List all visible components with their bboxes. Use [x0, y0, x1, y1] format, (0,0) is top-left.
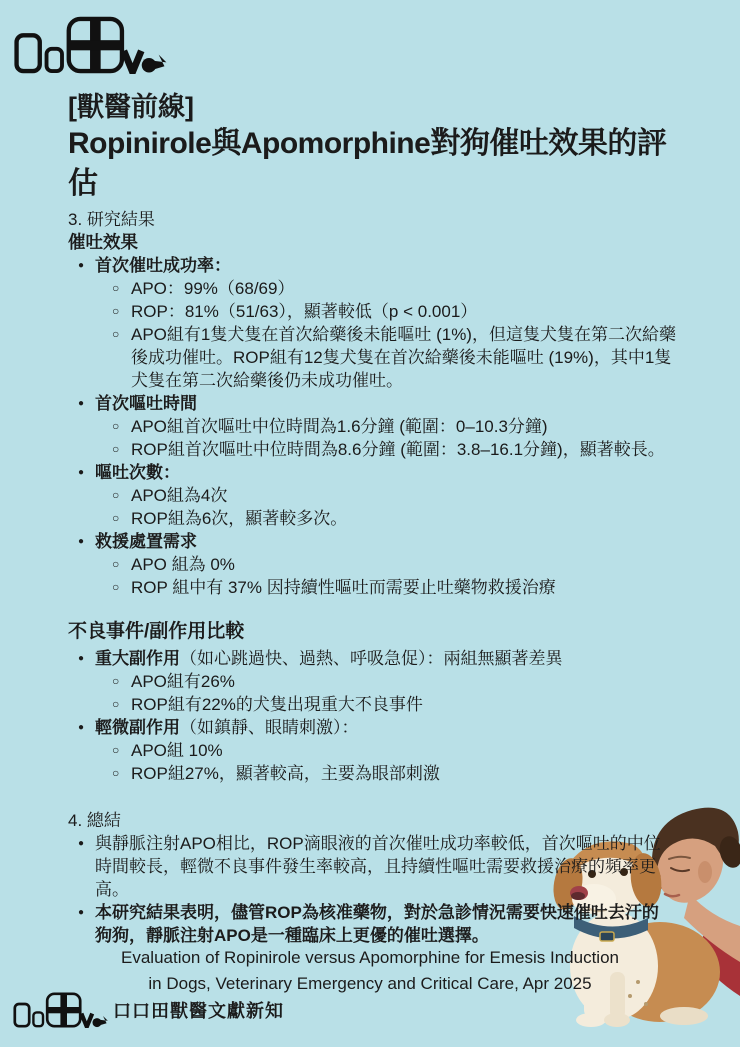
footer-brand — [13, 992, 284, 1028]
bullet-label: 嘔吐次數： — [95, 463, 180, 482]
list-subitem — [68, 693, 680, 716]
results-list — [68, 254, 680, 599]
page-title: Ropinirole與Apomorphine對狗催吐效果的評估 — [68, 127, 667, 200]
list-subitem — [68, 300, 680, 323]
bullet-text: （如心跳過快、過熱、呼吸急促）：兩組無顯著差異 — [180, 649, 563, 668]
list-subitem — [68, 670, 680, 693]
list-subitem — [68, 438, 680, 461]
list-subitem — [68, 553, 680, 576]
subitem-text: ROP：81%（51/63），顯著較低（p < 0.001） — [131, 302, 478, 321]
circle-bullet-icon — [112, 553, 131, 576]
circle-bullet-icon — [112, 739, 131, 762]
list-item — [68, 254, 680, 277]
subitem-text: APO組為4次 — [131, 486, 228, 505]
subitem-text: ROP組為6次，顯著較多次。 — [131, 509, 348, 528]
circle-bullet-icon — [112, 670, 131, 693]
citation-line-2: in Dogs, Veterinary Emergency and Critical Care, Apr 2025 — [148, 974, 592, 993]
list-subitem — [68, 484, 680, 507]
bullet-icon — [78, 254, 95, 277]
bullet-icon — [78, 901, 95, 947]
bullet-text: （如鎮靜、眼睛刺激）： — [180, 718, 359, 737]
list-item — [68, 647, 680, 670]
list-subitem — [68, 762, 680, 785]
circle-bullet-icon — [112, 507, 131, 530]
clinic-logo-small-icon — [13, 992, 109, 1028]
circle-bullet-icon — [112, 300, 131, 323]
list-item — [68, 530, 680, 553]
bullet-label: 救援處置需求 — [95, 532, 197, 551]
adverse-list — [68, 647, 680, 785]
citation-line-1: Evaluation of Ropinirole versus Apomorphine for Emesis Induction — [121, 948, 619, 967]
citation — [0, 945, 740, 997]
circle-bullet-icon — [112, 484, 131, 507]
logo-v-glyph — [124, 51, 141, 72]
subitem-text: APO 組為 0% — [131, 555, 235, 574]
subitem-text: ROP組首次嘔吐中位時間為8.6分鐘 (範圍：3.8–16.1分鐘)，顯著較長。 — [131, 440, 665, 459]
subitem-text: ROP組有22%的犬隻出現重大不良事件 — [131, 695, 423, 714]
bullet-icon — [78, 647, 95, 670]
bullet-label: 首次催吐成功率： — [95, 256, 231, 275]
adverse-heading: 不良事件/副作用比較 — [68, 621, 245, 642]
list-subitem — [68, 323, 680, 392]
logo-tall-box — [17, 35, 40, 71]
subitem-text: APO：99%（68/69） — [131, 279, 295, 298]
logo-cross-horizontal — [69, 40, 122, 50]
subitem-text: APO組有26% — [131, 672, 235, 691]
subitem-text: APO組 10% — [131, 741, 223, 760]
list-item — [68, 832, 680, 901]
circle-bullet-icon — [112, 277, 131, 300]
list-item — [68, 901, 680, 947]
bullet-label: 輕微副作用 — [95, 718, 180, 737]
logo-small-box — [47, 49, 62, 71]
circle-bullet-icon — [112, 415, 131, 438]
list-item — [68, 392, 680, 415]
list-subitem — [68, 739, 680, 762]
list-item — [68, 461, 680, 484]
footer-brand-text: 口口田獸醫文獻新知 — [113, 1001, 284, 1021]
brand-kicker: [獸醫前線] — [68, 92, 194, 122]
list-item — [68, 716, 680, 739]
summary-text: 與靜脈注射APO相比，ROP滴眼液的首次催吐成功率較低，首次嘔吐的中位時間較長，輕微不良事件發生率較高，且持續性嘔吐需要救援治療的頻率更高。 — [95, 834, 661, 899]
subitem-text: APO組首次嘔吐中位時間為1.6分鐘 (範圍：0–10.3分鐘) — [131, 417, 548, 436]
subitem-text: APO組有1隻犬隻在首次給藥後未能嘔吐 (1%)，但這隻犬隻在第二次給藥後成功催吐。ROP組有12隻犬隻在首次給藥後未能嘔吐 (19%)，其中1隻犬隻在第二次給藥後仍未成功催吐。 — [131, 325, 676, 390]
results-section-label: 3. 研究結果 — [68, 210, 155, 229]
list-subitem — [68, 507, 680, 530]
summary-heading: 4. 總結 — [68, 811, 121, 830]
list-subitem — [68, 277, 680, 300]
bullet-icon — [78, 832, 95, 901]
circle-bullet-icon — [112, 323, 131, 392]
list-subitem — [68, 576, 680, 599]
circle-bullet-icon — [112, 693, 131, 716]
list-subitem — [68, 415, 680, 438]
content — [68, 90, 680, 947]
bullet-icon — [78, 530, 95, 553]
circle-bullet-icon — [112, 438, 131, 461]
bullet-label: 首次嘔吐時間 — [95, 394, 197, 413]
subitem-text: ROP 組中有 37% 因持續性嘔吐而需要止吐藥物救援治療 — [131, 578, 556, 597]
summary-list — [68, 832, 680, 947]
results-subtitle: 催吐效果 — [68, 232, 138, 252]
circle-bullet-icon — [112, 762, 131, 785]
bullet-icon — [78, 392, 95, 415]
bullet-icon — [78, 716, 95, 739]
summary-text-bold: 本研究結果表明，儘管ROP為核准藥物，對於急診情況需要快速催吐去汙的狗狗，靜脈注射APO是一種臨床上更優的催吐選擇。 — [95, 903, 659, 945]
clinic-logo-icon — [13, 16, 169, 74]
bullet-label: 重大副作用 — [95, 649, 180, 668]
circle-bullet-icon — [112, 576, 131, 599]
subitem-text: ROP組27%，顯著較高，主要為眼部刺激 — [131, 764, 440, 783]
bullet-icon — [78, 461, 95, 484]
